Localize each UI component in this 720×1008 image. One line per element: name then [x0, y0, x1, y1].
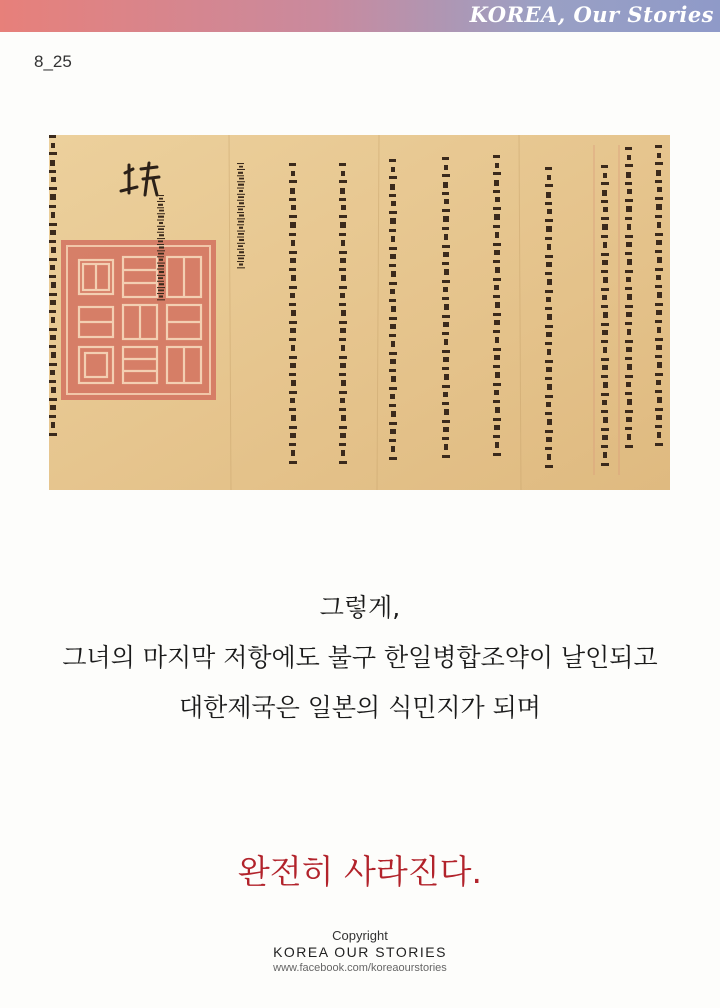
page-number: 8_25	[34, 52, 72, 71]
caption-line-2: 그녀의 마지막 저항에도 불구 한일병합조약이 날인되고	[62, 643, 658, 672]
caption-line-1: 그렇게,	[319, 593, 401, 622]
copyright-label: Copyright	[332, 928, 388, 943]
copyright-title: KOREA OUR STORIES	[273, 944, 447, 960]
brand-logo: KOREA, Our Stories	[469, 2, 714, 27]
royal-seal-icon	[61, 240, 216, 400]
copyright-url[interactable]: www.facebook.com/koreaourstories	[273, 962, 447, 974]
caption-line-3: 대한제국은 일본의 식민지가 되며	[179, 693, 541, 722]
treaty-document-image	[49, 135, 670, 490]
top-banner	[0, 0, 720, 32]
emphasis-text: 완전히 사라진다.	[237, 852, 483, 891]
